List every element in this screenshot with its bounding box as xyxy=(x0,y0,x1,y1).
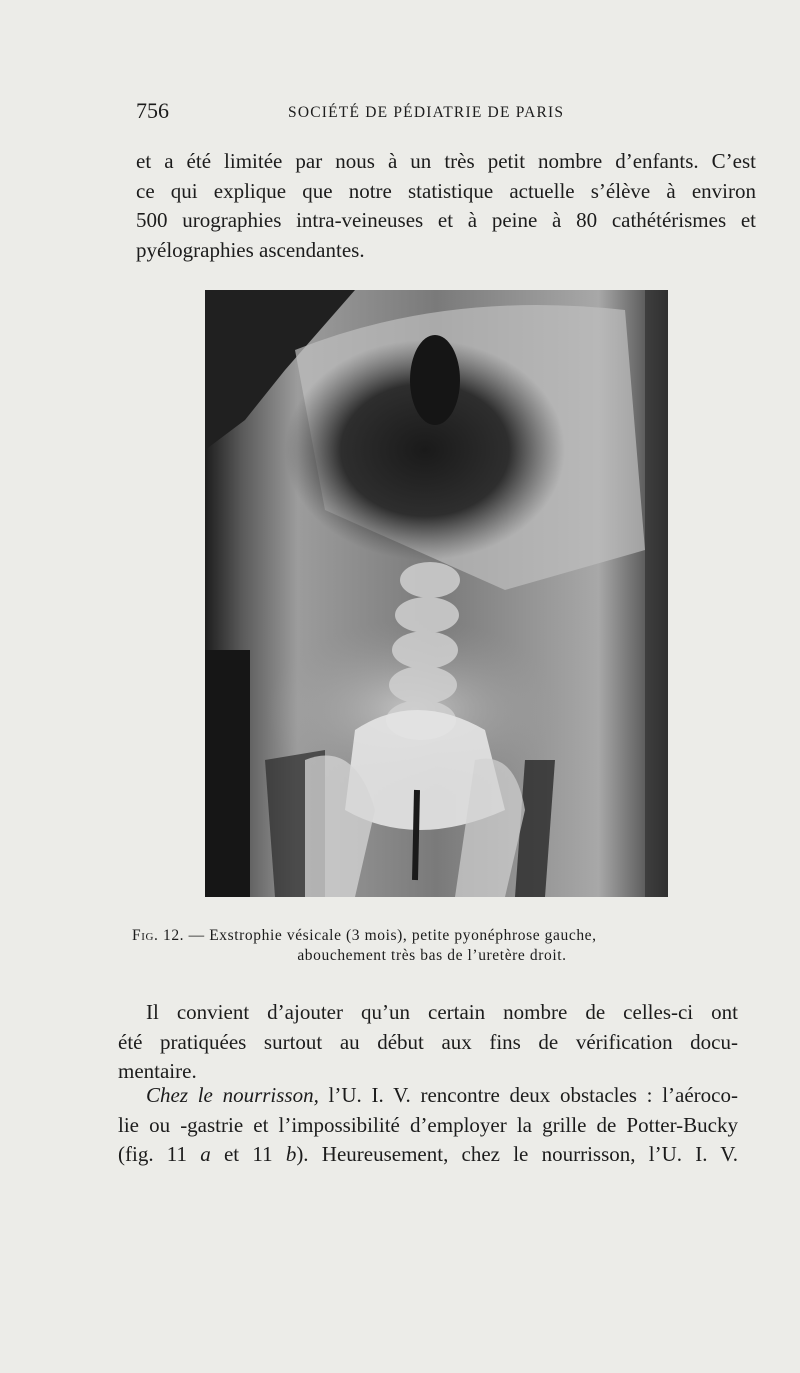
italic-phrase: Chez le nourrisson, xyxy=(146,1083,319,1107)
text-line xyxy=(118,1140,738,1170)
figure-caption xyxy=(132,926,732,966)
text-line: et a été limitée par nous à un très petit nombre d’enfants. C’est xyxy=(136,149,756,173)
text-line xyxy=(118,1081,738,1111)
page-number: 756 xyxy=(136,98,169,123)
caption-line-2: abouchement très bas de l’uretère droit. xyxy=(297,947,567,964)
caption-line-1: — Exstrophie vésicale (3 mois), petite pyonéphrose gauche, xyxy=(188,927,597,944)
text-line: été pratiquées surtout au début aux fins de vérification docu- xyxy=(118,1029,738,1054)
italic-letter: a xyxy=(200,1142,211,1166)
xray-image xyxy=(205,290,668,897)
text-line: 500 urographies intra-veineuses et à peine à 80 cathétérismes et xyxy=(136,208,756,232)
text-fragment: l’U. I. V. rencontre deux obstacles : l’aéroco- xyxy=(318,1083,738,1107)
text-line: lie ou -gastrie et l’impossibilité d’employer la grille de Potter-Bucky xyxy=(118,1112,738,1137)
text-fragment: et 11 xyxy=(210,1142,286,1166)
italic-letter: b xyxy=(285,1142,297,1166)
text-line: ce qui explique que notre statistique actuelle s’élève à environ xyxy=(136,178,756,203)
paragraph-verification xyxy=(118,998,738,1087)
paragraph-intro xyxy=(136,147,756,265)
xray-figure xyxy=(205,290,668,897)
running-head xyxy=(136,98,616,128)
paragraph-nourrisson xyxy=(118,1081,738,1170)
figure-label: Fig. 12. xyxy=(132,927,185,944)
text-fragment: ). Heureusement, chez le nourrisson, l’U. I. V. xyxy=(296,1142,739,1166)
text-fragment: (fig. 11 xyxy=(118,1142,201,1166)
text-line: pyélographies ascendantes. xyxy=(136,237,365,262)
text-line: mentaire. xyxy=(118,1059,197,1083)
text-line: Il convient d’ajouter qu’un certain nombre de celles-ci ont xyxy=(146,1000,738,1024)
journal-title: SOCIÉTÉ DE PÉDIATRIE DE PARIS xyxy=(288,104,565,121)
